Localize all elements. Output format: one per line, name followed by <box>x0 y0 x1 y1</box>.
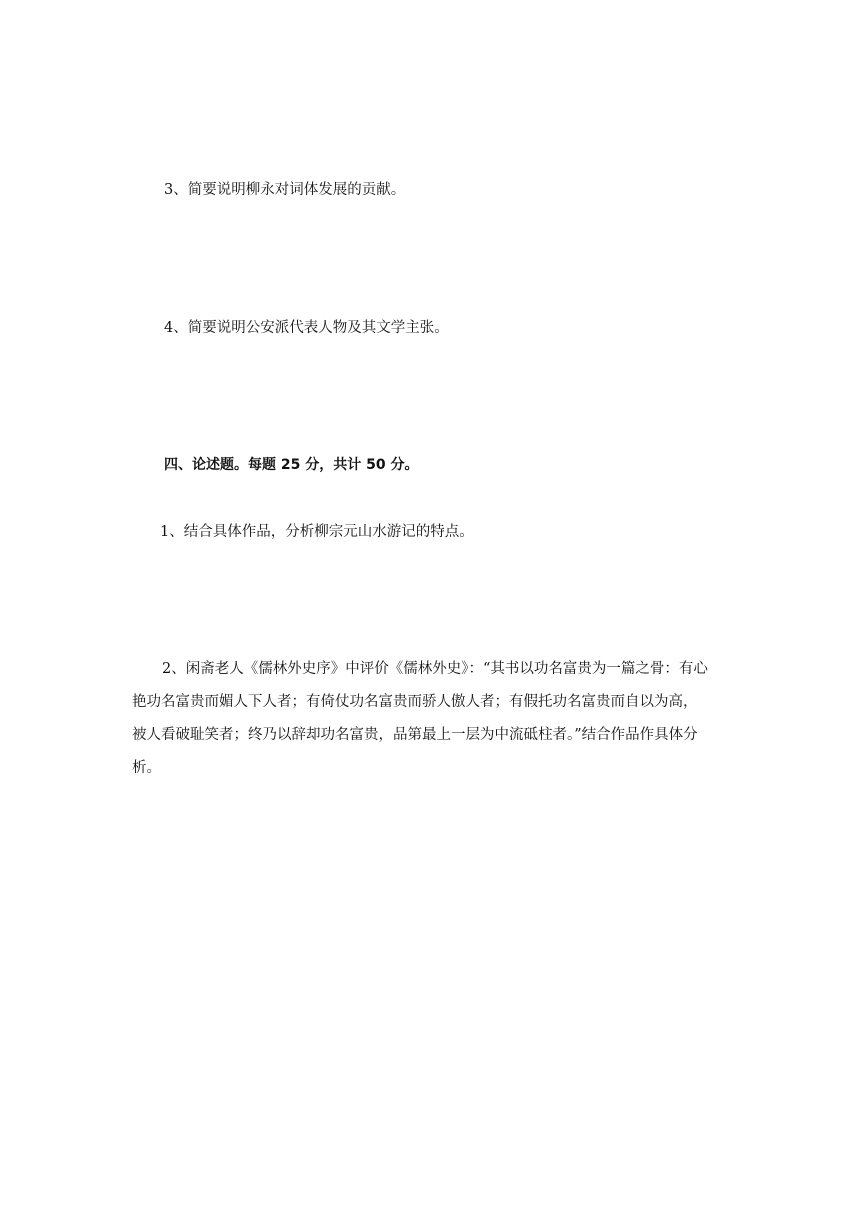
section-heading: 四、论述题。每题 25 分，共计 50 分。 <box>164 457 419 473</box>
essay-question-2-line-2: 艳功名富贵而媚人下人者；有倚仗功名富贵而骄人傲人者；有假托功名富贵而自以为高， <box>132 694 698 710</box>
essay-question-2-line-1: 2、闲斋老人《儒林外史序》中评价《儒林外史》：“其书以功名富贵为一篇之骨：有心 <box>162 661 708 677</box>
essay-question-2-line-4: 析。 <box>132 760 161 776</box>
question-4: 4、简要说明公安派代表人物及其文学主张。 <box>164 320 449 336</box>
essay-question-1: 1、结合具体作品，分析柳宗元山水游记的特点。 <box>160 524 474 540</box>
question-3: 3、简要说明柳永对词体发展的贡献。 <box>164 182 406 198</box>
essay-question-2 <box>132 653 738 785</box>
essay-question-2-line-3: 被人看破耻笑者；终乃以辞却功名富贵，品第最上一层为中流砥柱者。”结合作品作具体分 <box>132 727 698 743</box>
